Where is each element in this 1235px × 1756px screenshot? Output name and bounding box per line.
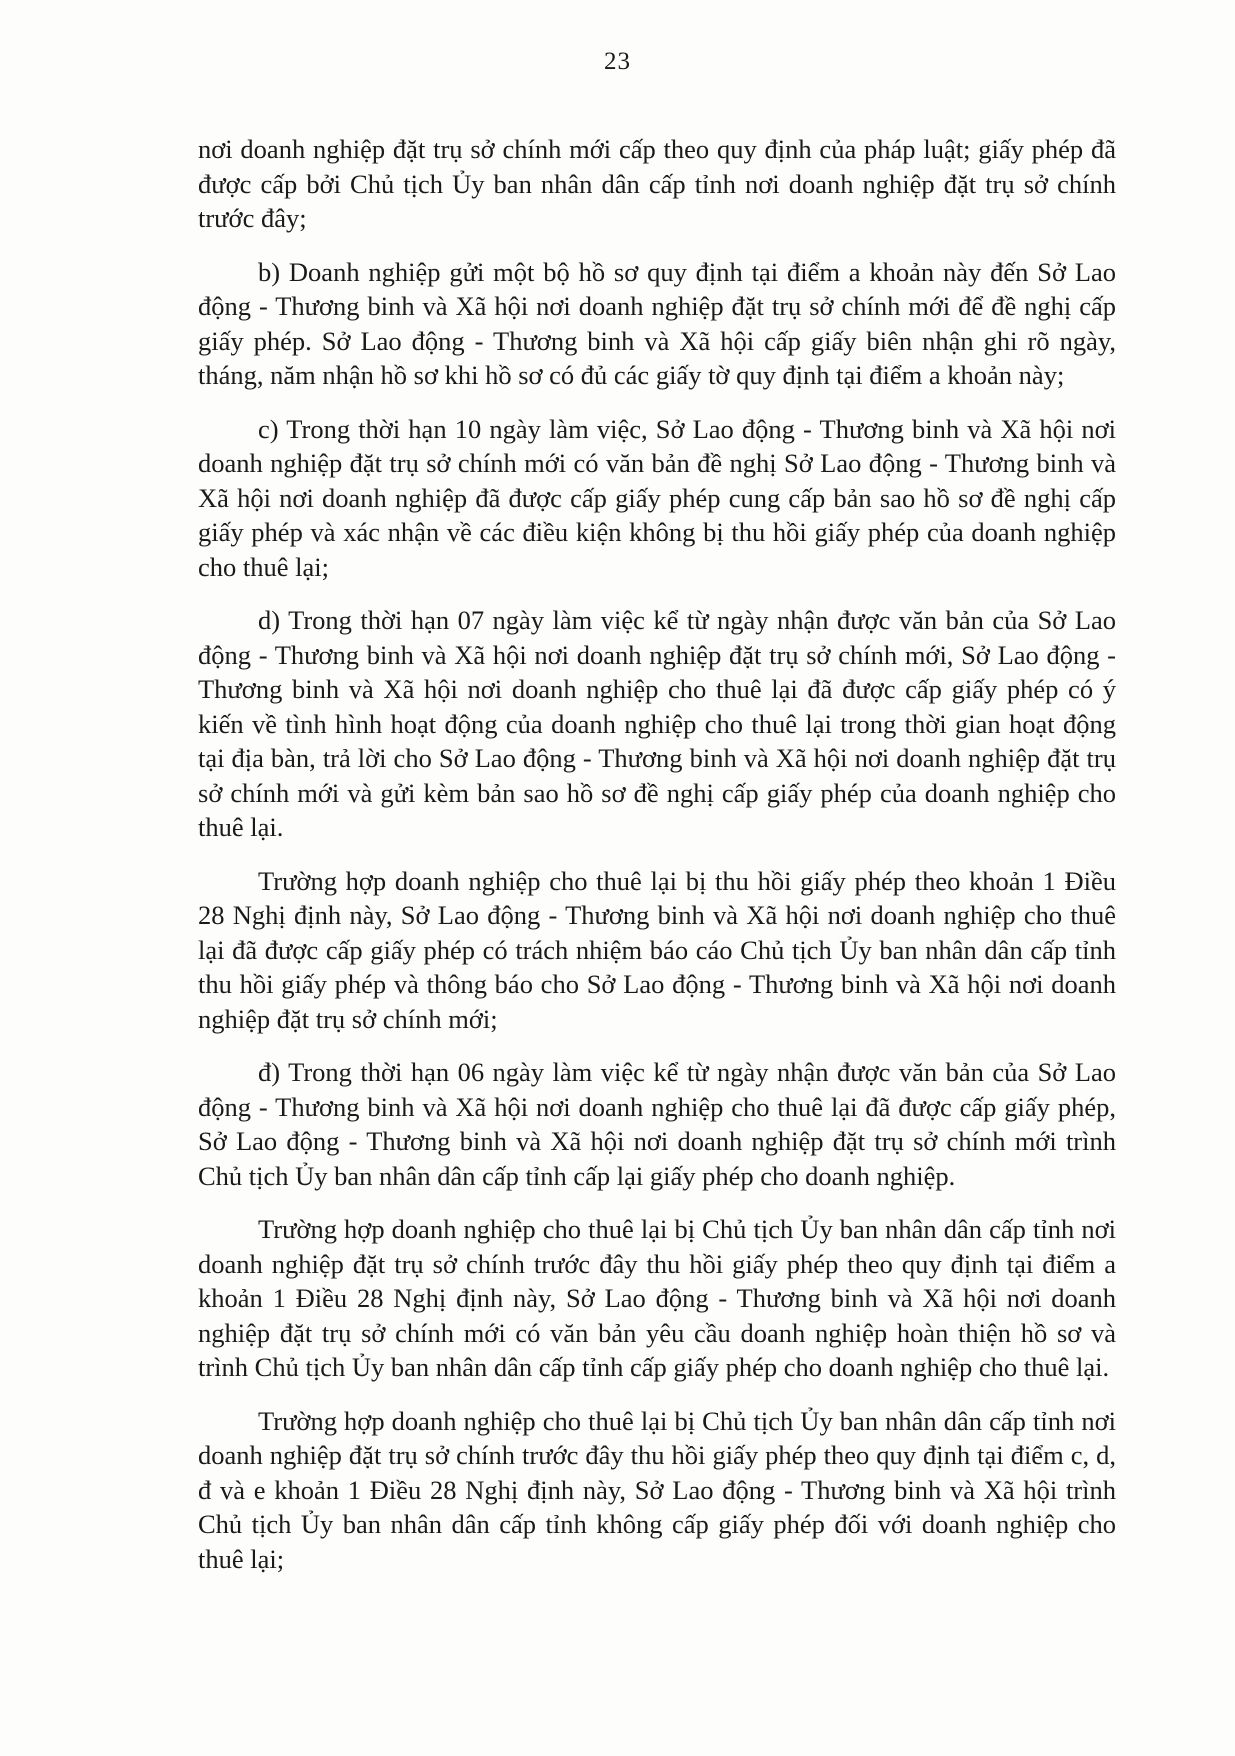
page-number: 23: [604, 48, 631, 75]
paragraph-case-revoked: Trường hợp doanh nghiệp cho thuê lại bị thu hồi giấy phép theo khoản 1 Điều 28 Nghị định này, Sở Lao động - Thương binh và Xã hội nơi doanh nghiệp cho thuê lại đã được cấp giấy phép có trách nhiệm báo cáo Chủ tịch Ủy ban nhân dân cấp tỉnh thu hồi giấy phép và thông báo cho Sở Lao động - Thương binh và Xã hội nơi doanh nghiệp đặt trụ sở chính mới;: [198, 865, 1116, 1034]
paragraph-item-dd: đ) Trong thời hạn 06 ngày làm việc kể từ ngày nhận được văn bản của Sở Lao động - Thương binh và Xã hội nơi doanh nghiệp cho thuê lại đã được cấp giấy phép, Sở Lao động - Thương binh và Xã hội nơi doanh nghiệp đặt trụ sở chính mới trình Chủ tịch Ủy ban nhân dân cấp tỉnh cấp lại giấy phép cho doanh nghiệp.: [198, 1057, 1116, 1191]
paragraph-item-c: c) Trong thời hạn 10 ngày làm việc, Sở Lao động - Thương binh và Xã hội nơi doanh nghiệp đặt trụ sở chính mới có văn bản đề nghị Sở Lao động - Thương binh và Xã hội nơi doanh nghiệp đã được cấp giấy phép cung cấp bản sao hồ sơ đề nghị cấp giấy phép và xác nhận về các điều kiện không bị thu hồi giấy phép của doanh nghiệp cho thuê lại;: [198, 413, 1116, 582]
paragraph-continuation: nơi doanh nghiệp đặt trụ sở chính mới cấp theo quy định của pháp luật; giấy phép đã được cấp bởi Chủ tịch Ủy ban nhân dân cấp tỉnh nơi doanh nghiệp đặt trụ sở chính trước đây;: [198, 134, 1116, 233]
paragraph-case-points-cdde: Trường hợp doanh nghiệp cho thuê lại bị Chủ tịch Ủy ban nhân dân cấp tỉnh nơi doanh nghiệp đặt trụ sở chính trước đây thu hồi giấy phép theo quy định tại điểm c, d, đ và e khoản 1 Điều 28 Nghị định này, Sở Lao động - Thương binh và Xã hội trình Chủ tịch Ủy ban nhân dân cấp tỉnh không cấp giấy phép đối với doanh nghiệp cho thuê lại;: [198, 1405, 1116, 1574]
paragraph-item-b: b) Doanh nghiệp gửi một bộ hồ sơ quy định tại điểm a khoản này đến Sở Lao động - Thương binh và Xã hội nơi doanh nghiệp đặt trụ sở chính mới để đề nghị cấp giấy phép. Sở Lao động - Thương binh và Xã hội cấp giấy biên nhận ghi rõ ngày, tháng, năm nhận hồ sơ khi hồ sơ có đủ các giấy tờ quy định tại điểm a khoản này;: [198, 256, 1116, 390]
paragraph-case-point-a: Trường hợp doanh nghiệp cho thuê lại bị Chủ tịch Ủy ban nhân dân cấp tỉnh nơi doanh nghiệp đặt trụ sở chính trước đây thu hồi giấy phép theo quy định tại điểm a khoản 1 Điều 28 Nghị định này, Sở Lao động - Thương binh và Xã hội nơi doanh nghiệp đặt trụ sở chính mới có văn bản yêu cầu doanh nghiệp hoàn thiện hồ sơ và trình Chủ tịch Ủy ban nhân dân cấp tỉnh cấp giấy phép cho doanh nghiệp cho thuê lại.: [198, 1214, 1116, 1382]
document-body: [198, 132, 1116, 1595]
paragraph-item-d: d) Trong thời hạn 07 ngày làm việc kể từ ngày nhận được văn bản của Sở Lao động - Thương binh và Xã hội nơi doanh nghiệp đặt trụ sở chính mới, Sở Lao động - Thương binh và Xã hội nơi doanh nghiệp cho thuê lại đã được cấp giấy phép có ý kiến về tình hình hoạt động của doanh nghiệp cho thuê lại trong thời gian hoạt động tại địa bàn, trả lời cho Sở Lao động - Thương binh và Xã hội nơi doanh nghiệp đặt trụ sở chính mới và gửi kèm bản sao hồ sơ đề nghị cấp giấy phép của doanh nghiệp cho thuê lại.: [198, 605, 1116, 842]
